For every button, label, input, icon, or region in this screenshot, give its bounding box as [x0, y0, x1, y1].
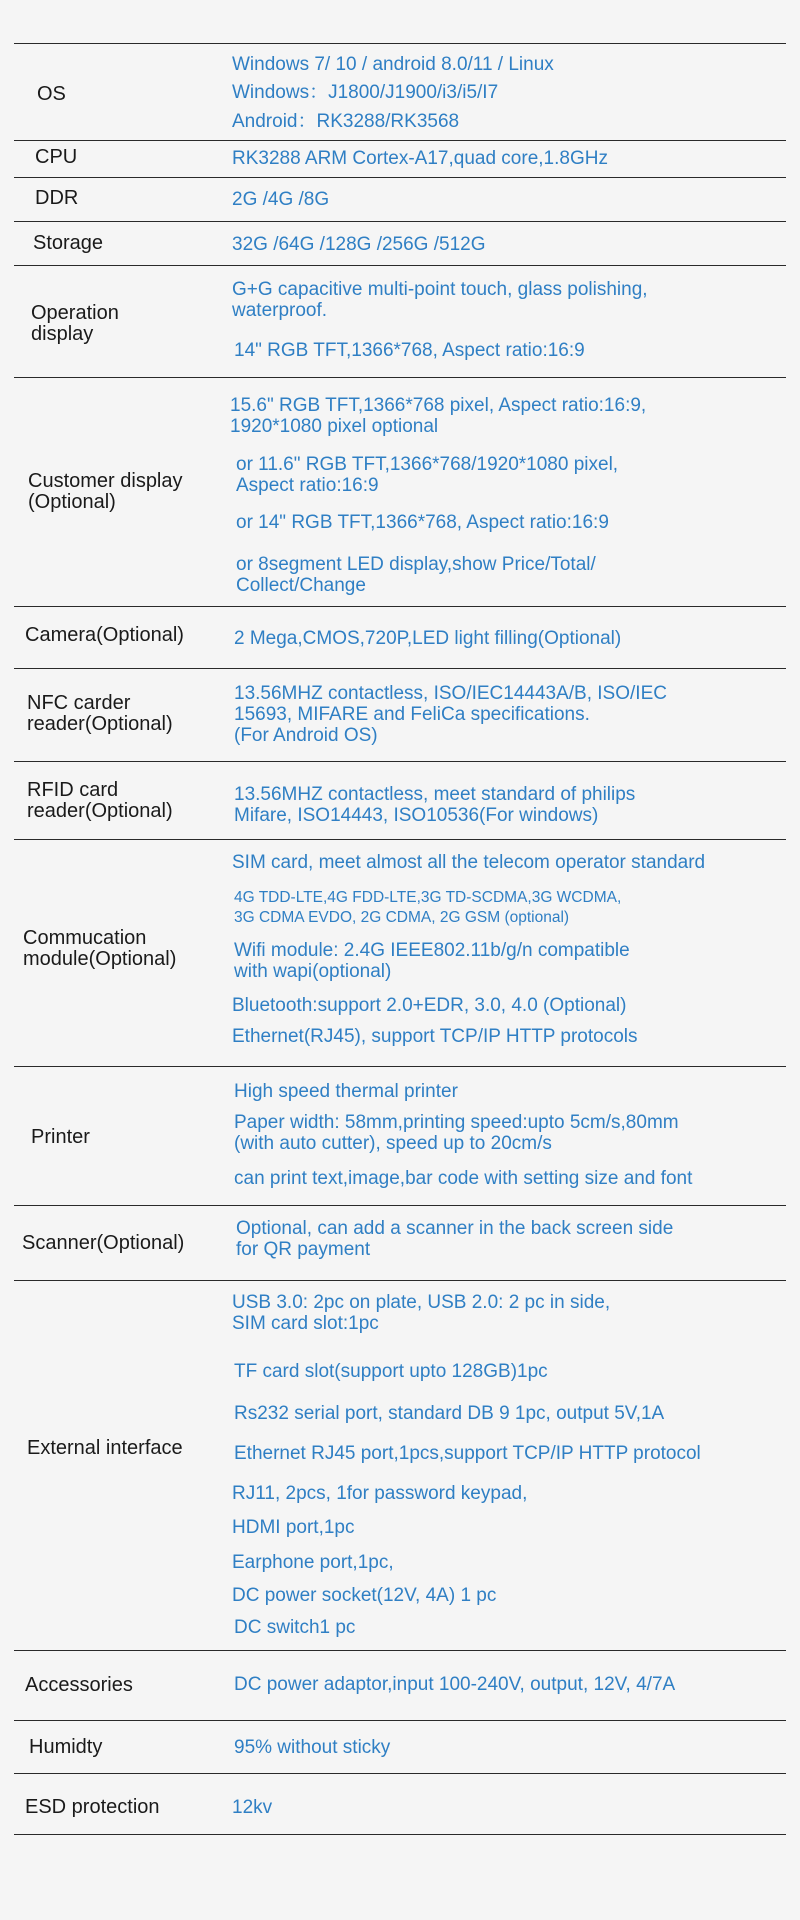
communication-value: Wifi module: 2.4G IEEE802.11b/g/n compatible with wapi(optional)	[234, 940, 630, 982]
printer-value: can print text,image,bar code with setting size and font	[234, 1168, 693, 1189]
os-value: Windows：J1800/J1900/i3/i5/I7	[232, 82, 499, 103]
customer-display-value: or 11.6" RGB TFT,1366*768/1920*1080 pixel, Aspect ratio:16:9	[236, 454, 619, 496]
ddr-label: DDR	[35, 187, 79, 209]
humidity-label: Humidty	[29, 1736, 103, 1758]
external-interface-value: USB 3.0: 2pc on plate, USB 2.0: 2 pc in side, SIM card slot:1pc	[232, 1292, 611, 1334]
row-divider	[14, 43, 786, 44]
cpu-value: RK3288 ARM Cortex-A17,quad core,1.8GHz	[232, 148, 608, 169]
camera-label: Camera(Optional)	[25, 624, 184, 646]
communication-label: Commucation module(Optional)	[23, 927, 177, 970]
operation-display-value: G+G capacitive multi-point touch, glass polishing, waterproof.	[232, 279, 648, 321]
external-interface-value: DC power socket(12V, 4A) 1 pc	[232, 1585, 497, 1606]
external-interface-label: External interface	[27, 1437, 183, 1459]
row-divider	[14, 761, 786, 762]
printer-value: Paper width: 58mm,printing speed:upto 5cm/s,80mm (with auto cutter), speed up to 20cm/s	[234, 1112, 679, 1154]
row-divider	[14, 668, 786, 669]
row-divider	[14, 839, 786, 840]
row-divider	[14, 1773, 786, 1774]
row-divider	[14, 1205, 786, 1206]
operation-display-value: 14" RGB TFT,1366*768, Aspect ratio:16:9	[234, 340, 585, 361]
os-value: Android：RK3288/RK3568	[232, 111, 460, 132]
communication-value: Bluetooth:support 2.0+EDR, 3.0, 4.0 (Optional)	[232, 995, 627, 1016]
nfc-value: 13.56MHZ contactless, ISO/IEC14443A/B, ISO/IEC 15693, MIFARE and FeliCa specifications. (For Android OS)	[234, 683, 667, 746]
ddr-value: 2G /4G /8G	[232, 189, 330, 210]
rfid-value: 13.56MHZ contactless, meet standard of philips Mifare, ISO14443, ISO10536(For windows)	[234, 784, 636, 826]
communication-value: 4G TDD-LTE,4G FDD-LTE,3G TD-SCDMA,3G WCDMA, 3G CDMA EVDO, 2G CDMA, 2G GSM (optional)	[234, 889, 622, 926]
customer-display-label: Customer display (Optional)	[28, 470, 183, 513]
scanner-label: Scanner(Optional)	[22, 1232, 185, 1254]
external-interface-value: Ethernet RJ45 port,1pcs,support TCP/IP HTTP protocol	[234, 1443, 701, 1464]
communication-value: Ethernet(RJ45), support TCP/IP HTTP protocols	[232, 1026, 638, 1047]
camera-value: 2 Mega,CMOS,720P,LED light filling(Optional)	[234, 628, 622, 649]
storage-value: 32G /64G /128G /256G /512G	[232, 234, 486, 255]
communication-value: SIM card, meet almost all the telecom operator standard	[232, 852, 706, 873]
customer-display-value: or 8segment LED display,show Price/Total/ Collect/Change	[236, 554, 596, 596]
rfid-label: RFID card reader(Optional)	[27, 779, 173, 822]
scanner-value: Optional, can add a scanner in the back screen side for QR payment	[236, 1218, 674, 1260]
row-divider	[14, 1650, 786, 1651]
external-interface-value: RJ11, 2pcs, 1for password keypad,	[232, 1483, 528, 1504]
printer-value: High speed thermal printer	[234, 1081, 458, 1102]
accessories-value: DC power adaptor,input 100-240V, output, 12V, 4/7A	[234, 1674, 676, 1695]
operation-display-label: Operation display	[31, 302, 119, 345]
row-divider	[14, 265, 786, 266]
accessories-label: Accessories	[25, 1674, 133, 1696]
external-interface-value: Rs232 serial port, standard DB 9 1pc, output 5V,1A	[234, 1403, 665, 1424]
row-divider	[14, 177, 786, 178]
humidity-value: 95% without sticky	[234, 1737, 391, 1758]
row-divider	[14, 1720, 786, 1721]
row-divider	[14, 1834, 786, 1835]
external-interface-value: DC switch1 pc	[234, 1617, 356, 1638]
external-interface-value: TF card slot(support upto 128GB)1pc	[234, 1361, 548, 1382]
external-interface-value: HDMI port,1pc	[232, 1517, 355, 1538]
esd-label: ESD protection	[25, 1796, 160, 1818]
row-divider	[14, 1280, 786, 1281]
row-divider	[14, 606, 786, 607]
external-interface-value: Earphone port,1pc,	[232, 1552, 394, 1573]
row-divider	[14, 221, 786, 222]
row-divider	[14, 1066, 786, 1067]
printer-label: Printer	[31, 1126, 90, 1148]
row-divider	[14, 377, 786, 378]
esd-value: 12kv	[232, 1797, 273, 1818]
customer-display-value: or 14" RGB TFT,1366*768, Aspect ratio:16:9	[236, 512, 609, 533]
cpu-label: CPU	[35, 146, 78, 168]
nfc-label: NFC carder reader(Optional)	[27, 692, 173, 735]
row-divider	[14, 140, 786, 141]
customer-display-value: 15.6" RGB TFT,1366*768 pixel, Aspect ratio:16:9, 1920*1080 pixel optional	[230, 395, 647, 437]
os-label: OS	[37, 83, 66, 105]
os-value: Windows 7/ 10 / android 8.0/11 / Linux	[232, 54, 554, 75]
storage-label: Storage	[33, 232, 104, 254]
